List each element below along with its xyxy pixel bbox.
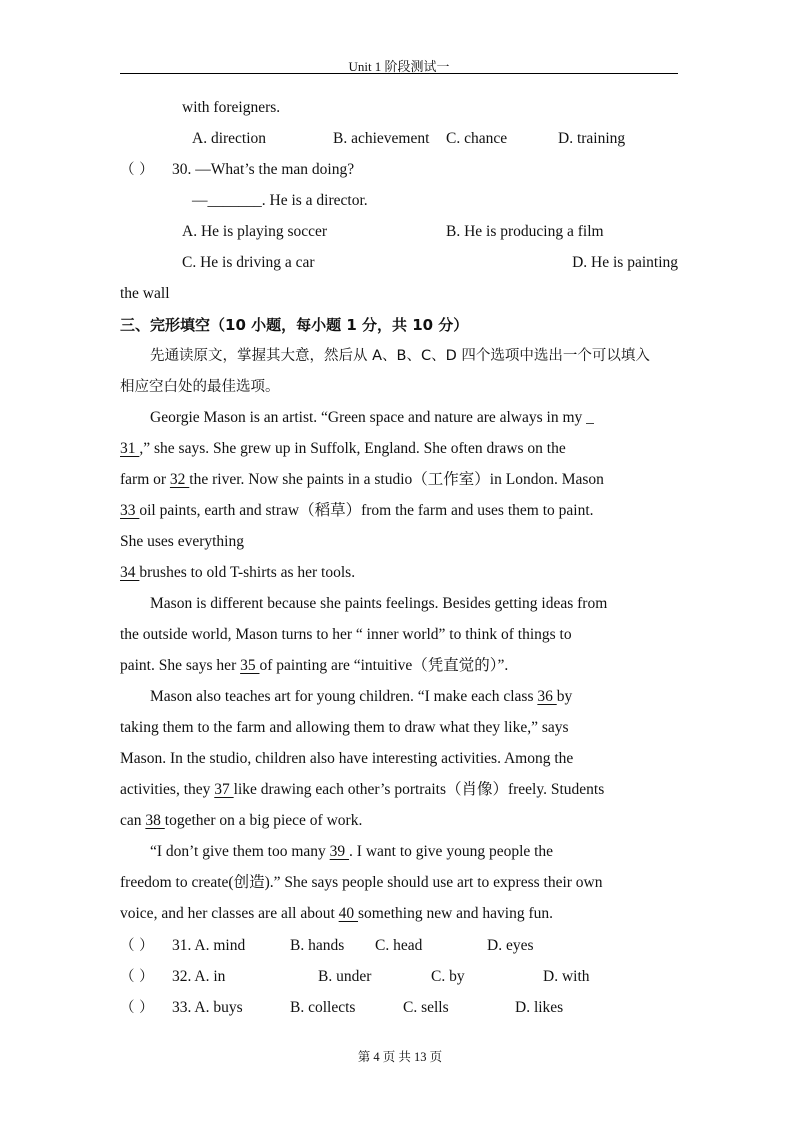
passage-text: “I don’t give them too many [150, 843, 330, 860]
blank-35: 35 [240, 657, 260, 674]
question-32 [120, 967, 678, 987]
question-31 [120, 936, 678, 956]
blank-37: 37 [214, 781, 234, 798]
q30-reply: —_______. He is a director. [192, 192, 368, 209]
blank-34: 34 [120, 564, 140, 581]
option-d: D. with [543, 968, 590, 985]
q29-option-d: D. training [558, 130, 626, 147]
q30-option-c: C. He is driving a car [182, 254, 315, 271]
blank-32: 32 [169, 471, 190, 488]
q30-stem-line [120, 160, 678, 180]
answer-paren: （ ） [120, 938, 154, 954]
passage-line: Mason. In the studio, children also have interesting activities. Among the [120, 750, 574, 767]
passage-text: voice, and her classes are all about [120, 905, 339, 922]
passage-text: brushes to old T-shirts as her tools. [139, 564, 356, 581]
q30-option-d-cont: the wall [120, 285, 170, 302]
passage-text: by [556, 688, 573, 705]
q29-option-a: A. direction [192, 130, 267, 147]
q30-option-b: B. He is producing a film [446, 223, 604, 240]
option-b: B. under [318, 968, 372, 985]
passage-text: of painting are “intuitive（凭直觉的）”. [259, 657, 509, 674]
option-d: D. eyes [487, 937, 534, 954]
option-d: D. likes [515, 999, 564, 1016]
passage-text: the river. Now she paints in a studio（工作室）in London. Mason [189, 471, 604, 488]
page-header: Unit 1 阶段测试一 [348, 59, 450, 74]
answer-paren: （ ） [120, 1000, 154, 1016]
option-c: C. sells [403, 999, 449, 1016]
passage-line [150, 687, 678, 707]
section-title: 三、完形填空（10 小题，每小题 1 分，共 10 分） [120, 316, 469, 334]
q29-option-c: C. chance [446, 130, 508, 147]
passage-text: can [120, 812, 146, 829]
blank-31: 31 [120, 440, 140, 457]
q29-option-b: B. achievement [333, 130, 430, 147]
passage-line [120, 780, 678, 800]
option-a: 33. A. buys [172, 999, 243, 1016]
q30-option-d: D. He is painting [572, 254, 678, 271]
passage-text: Mason also teaches art for young children. “I make each class [150, 688, 538, 705]
passage-line [120, 439, 678, 459]
passage-text: oil paints, earth and straw（稻草）from the farm and uses them to paint. [139, 502, 594, 519]
blank-40: 40 [338, 905, 359, 922]
passage-text: activities, they [120, 781, 215, 798]
option-a: 32. A. in [172, 968, 226, 985]
blank-39: 39 [329, 843, 350, 860]
passage-line [120, 656, 678, 676]
option-c: C. by [431, 968, 465, 985]
passage-line [120, 470, 678, 490]
passage-line [120, 811, 678, 831]
passage-line: taking them to the farm and allowing them to draw what they like,” says [120, 719, 569, 736]
passage-line: She uses everything [120, 533, 244, 550]
passage-text: something new and having fun. [358, 905, 554, 922]
passage-line [120, 501, 678, 521]
option-c: C. head [375, 937, 423, 954]
q30-answer-paren: （ ） [120, 162, 154, 178]
passage-line [120, 904, 678, 924]
passage-text: ,” she says. She grew up in Suffolk, England. She often draws on the [139, 440, 566, 457]
passage-line: freedom to create(创造).” She says people should use art to express their own [120, 874, 603, 891]
q30-stem: 30. —What’s the man doing? [172, 161, 355, 178]
passage-line [150, 842, 678, 862]
passage-line: Mason is different because she paints feelings. Besides getting ideas from [150, 595, 608, 612]
passage-text: like drawing each other’s portraits（肖像）freely. Students [233, 781, 605, 798]
answer-paren: （ ） [120, 969, 154, 985]
option-a: 31. A. mind [172, 937, 246, 954]
question-33 [120, 998, 678, 1018]
option-b: B. hands [290, 937, 345, 954]
passage-text: . I want to give young people the [349, 843, 554, 860]
option-b: B. collects [290, 999, 356, 1016]
passage-line [120, 563, 678, 583]
passage-line: Georgie Mason is an artist. “Green space and nature are always in my _ [150, 409, 594, 426]
q30-option-a: A. He is playing soccer [182, 223, 328, 240]
section-instruction-2: 相应空白处的最佳选项。 [120, 379, 280, 395]
passage-text: farm or [120, 471, 170, 488]
section-instruction-1: 先通读原文，掌握其大意，然后从 A、B、C、D 四个选项中选出一个可以填入 [150, 348, 650, 364]
blank-38: 38 [145, 812, 165, 829]
blank-33: 33 [120, 502, 140, 519]
page-footer: 第 4 页 共 13 页 [357, 1050, 443, 1064]
passage-line: the outside world, Mason turns to her “ inner world” to think of things to [120, 626, 572, 643]
header-rule [120, 73, 678, 74]
passage-text: paint. She says her [120, 657, 241, 674]
passage-text: together on a big piece of work. [164, 812, 363, 829]
q29-continuation: with foreigners. [182, 99, 281, 116]
blank-36: 36 [537, 688, 557, 705]
